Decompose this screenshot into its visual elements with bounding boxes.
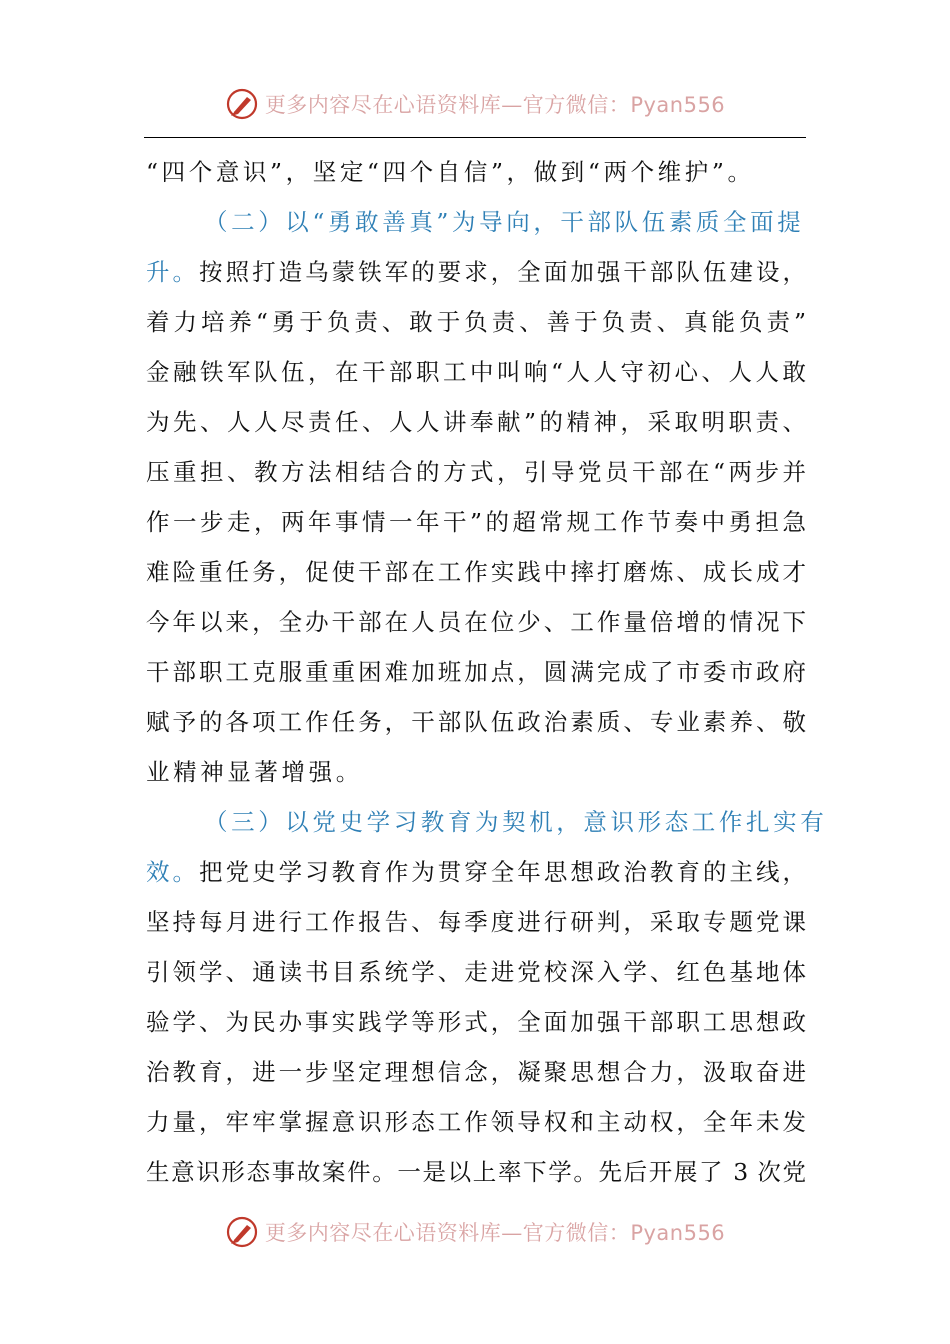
paragraph-line: 作一步走，两年事情一年干”的超常规工作节奏中勇担急 xyxy=(146,508,806,536)
paragraph-line: 金融铁军队伍，在干部职工中叫响“人人守初心、人人敢 xyxy=(146,358,806,386)
section-heading-2-end: 升。 xyxy=(146,258,200,286)
footer-banner xyxy=(0,1210,950,1254)
header-banner-text: 更多内容尽在心语资料库—官方微信：Pyan556 xyxy=(264,93,726,117)
paragraph-line: 治教育，进一步坚定理想信念，凝聚思想合力，汲取奋进 xyxy=(146,1058,806,1086)
paragraph-line: 验学、为民办事实践学等形式，全面加强干部职工思想政 xyxy=(146,1008,806,1036)
paragraph-line: “四个意识”，坚定“四个自信”，做到“两个维护”。 xyxy=(146,158,755,186)
pen-nib-circle-icon xyxy=(225,1215,259,1249)
section-heading-3: （三）以党史学习教育为契机，意识形态工作扎实有 xyxy=(204,808,828,836)
header-divider xyxy=(144,137,806,138)
footer-banner-account: Pyan556 xyxy=(630,1221,726,1245)
paragraph-line: 干部职工克服重重困难加班加点，圆满完成了市委市政府 xyxy=(146,658,806,686)
header-banner-account: Pyan556 xyxy=(630,93,726,117)
paragraph-line: 引领学、通读书目系统学、走进党校深入学、红色基地体 xyxy=(146,958,806,986)
document-body xyxy=(146,147,828,1197)
paragraph-line: 效。把党史学习教育作为贯穿全年思想政治教育的主线， xyxy=(146,858,807,886)
paragraph-line: 今年以来，全办干部在人员在位少、工作量倍增的情况下 xyxy=(146,608,806,636)
paragraph-line: 难险重任务，促使干部在工作实践中摔打磨炼、成长成才 xyxy=(146,558,806,586)
paragraph-line: 赋予的各项工作任务，干部队伍政治素质、专业素养、敬 xyxy=(146,708,806,736)
paragraph-line: 升。按照打造乌蒙铁军的要求，全面加强干部队伍建设， xyxy=(146,258,807,286)
paragraph-line: 压重担、教方法相结合的方式，引导党员干部在“两步并 xyxy=(146,458,806,486)
footer-banner-text: 更多内容尽在心语资料库—官方微信：Pyan556 xyxy=(264,1221,726,1245)
section-heading-2: （二）以“勇敢善真”为导向，干部队伍素质全面提 xyxy=(204,208,805,236)
section-heading-3-end: 效。 xyxy=(146,858,200,886)
pen-nib-circle-icon xyxy=(225,87,259,121)
paragraph-line: 业精神显著增强。 xyxy=(146,758,363,786)
paragraph-line: 坚持每月进行工作报告、每季度进行研判，采取专题党课 xyxy=(146,908,806,936)
header-banner xyxy=(0,82,950,126)
paragraph-line: 为先、人人尽责任、人人讲奉献”的精神，采取明职责、 xyxy=(146,408,806,436)
paragraph-line: 生意识形态事故案件。一是以上率下学。先后开展了 3 次党 xyxy=(146,1158,806,1186)
paragraph-line: 着力培养“勇于负责、敢于负责、善于负责、真能负责” xyxy=(146,308,806,336)
paragraph-line: 力量，牢牢掌握意识形态工作领导权和主动权，全年未发 xyxy=(146,1108,806,1136)
